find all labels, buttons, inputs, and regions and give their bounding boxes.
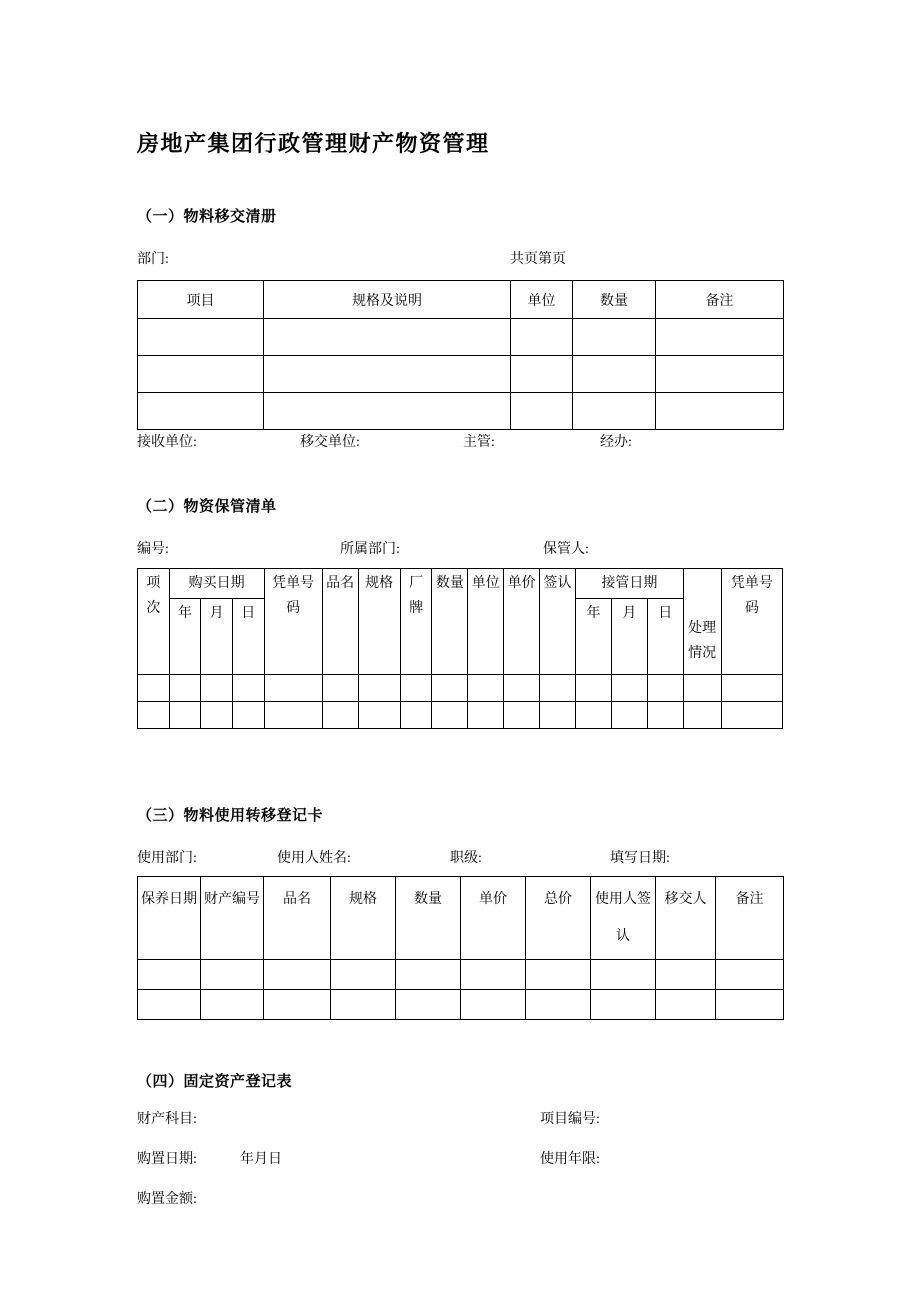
empty-cell [573,393,656,430]
empty-cell [647,675,683,702]
empty-cell [358,702,400,729]
table3-header-row [138,877,784,960]
purchase-date-label: 购置日期: [137,1152,197,1167]
empty-cell [576,675,612,702]
section4-row-2 [137,1150,783,1170]
header-handling-status: 处理情况 [683,569,721,675]
empty-cell [400,702,432,729]
empty-cell [716,960,784,990]
empty-cell [264,356,511,393]
header-month: 月 [201,599,233,675]
item-number-label: 项目编号: [540,1112,600,1127]
empty-cell [721,675,782,702]
header-year: 年 [169,599,201,675]
empty-cell [322,675,358,702]
empty-cell [656,356,784,393]
purchase-date-value: 年月日 [240,1152,282,1167]
rank-label: 职级: [450,851,482,866]
header-year-2: 年 [576,599,612,675]
header-brand: 厂牌 [400,569,432,675]
section2-heading: （二）物资保管清单 [137,499,277,515]
header-day: 日 [232,599,264,675]
empty-cell [504,702,540,729]
empty-cell [322,702,358,729]
empty-cell [573,319,656,356]
service-life-label: 使用年限: [540,1152,600,1167]
section4-row-3 [137,1190,783,1210]
empty-cell [656,990,716,1020]
header-spec-description: 规格及说明 [264,281,511,319]
empty-cell [540,702,576,729]
header-property-no: 财产编号 [201,877,264,960]
empty-cell [396,990,461,1020]
header-signature: 签认 [540,569,576,675]
header-unit-price: 单价 [504,569,540,675]
empty-cell [721,702,782,729]
empty-cell [573,356,656,393]
owning-dept-label: 所属部门: [340,542,400,557]
header-voucher-no-2: 凭单号码 [721,569,782,675]
empty-cell [264,319,511,356]
empty-cell [591,960,656,990]
section1-heading: （一）物料移交清册 [137,209,277,225]
empty-cell [611,702,647,729]
empty-cell [511,393,573,430]
empty-cell [201,990,264,1020]
empty-cell [716,990,784,1020]
header-day-2: 日 [647,599,683,675]
header-unit: 单位 [511,281,573,319]
table-row [138,675,783,702]
header-unit-price: 单价 [461,877,526,960]
dept-label: 部门: [137,252,169,267]
empty-cell [358,675,400,702]
section3-heading: （三）物料使用转移登记卡 [137,808,324,824]
section4-heading: （四）固定资产登记表 [137,1074,293,1090]
empty-cell [526,990,591,1020]
header-product-name: 品名 [264,877,331,960]
table-row [138,393,784,430]
section3-label-row [137,849,783,869]
page-count-label: 共页第页 [510,252,566,267]
number-label: 编号: [137,542,169,557]
header-item: 项目 [138,281,264,319]
storage-list-table [137,568,783,729]
empty-cell [138,990,201,1020]
empty-cell [432,702,468,729]
purchase-amount-label: 购置金额: [137,1192,197,1207]
transfer-unit-label: 移交单位: [300,435,360,450]
section4-row-1 [137,1110,783,1130]
empty-cell [461,960,526,990]
empty-cell [138,319,264,356]
header-maintenance-date: 保养日期 [138,877,201,960]
empty-cell [169,702,201,729]
header-unit: 单位 [468,569,504,675]
empty-cell [232,675,264,702]
empty-cell [201,702,233,729]
header-spec: 规格 [358,569,400,675]
empty-cell [201,960,264,990]
receive-unit-label: 接收单位: [137,435,197,450]
header-voucher-no: 凭单号码 [264,569,322,675]
header-transferor: 移交人 [656,877,716,960]
table-row [138,990,784,1020]
usage-transfer-table [137,876,784,1020]
property-subject-label: 财产科目: [137,1112,197,1127]
table-row [138,960,784,990]
header-remarks: 备注 [716,877,784,960]
table1-header-row [138,281,784,319]
empty-cell [683,675,721,702]
section1-label-row [137,250,783,270]
empty-cell [611,675,647,702]
header-purchase-date: 购买日期 [169,569,264,599]
empty-cell [576,702,612,729]
table-row [138,702,783,729]
empty-cell [432,675,468,702]
empty-cell [264,990,331,1020]
empty-cell [138,702,170,729]
header-remarks: 备注 [656,281,784,319]
empty-cell [468,702,504,729]
empty-cell [683,702,721,729]
supervisor-label: 主管: [463,435,495,450]
empty-cell [138,356,264,393]
material-transfer-table [137,280,784,430]
empty-cell [169,675,201,702]
empty-cell [656,960,716,990]
keeper-label: 保管人: [543,542,589,557]
empty-cell [591,990,656,1020]
header-product-name: 品名 [322,569,358,675]
header-quantity: 数量 [432,569,468,675]
handler-label: 经办: [600,435,632,450]
empty-cell [468,675,504,702]
header-month-2: 月 [611,599,647,675]
section2-label-row [137,540,783,560]
empty-cell [264,960,331,990]
empty-cell [656,319,784,356]
empty-cell [138,393,264,430]
table2-header-row-1 [138,569,783,599]
empty-cell [400,675,432,702]
empty-cell [264,393,511,430]
empty-cell [504,675,540,702]
empty-cell [540,675,576,702]
empty-cell [656,393,784,430]
user-name-label: 使用人姓名: [277,851,351,866]
empty-cell [647,702,683,729]
empty-cell [511,356,573,393]
empty-cell [331,960,396,990]
fill-date-label: 填写日期: [610,851,670,866]
empty-cell [264,702,322,729]
header-takeover-date: 接管日期 [576,569,684,599]
empty-cell [511,319,573,356]
table1-signature-row [137,433,783,453]
header-quantity: 数量 [573,281,656,319]
empty-cell [396,960,461,990]
empty-cell [201,675,233,702]
header-total-price: 总价 [526,877,591,960]
empty-cell [138,960,201,990]
table-row [138,356,784,393]
empty-cell [526,960,591,990]
empty-cell [331,990,396,1020]
empty-cell [264,675,322,702]
using-dept-label: 使用部门: [137,851,197,866]
header-spec: 规格 [331,877,396,960]
empty-cell [138,675,170,702]
table-row [138,319,784,356]
document-title: 房地产集团行政管理财产物资管理 [137,131,490,156]
header-user-signature: 使用人签认 [591,877,656,960]
header-item-no: 项次 [138,569,170,675]
empty-cell [461,990,526,1020]
empty-cell [232,702,264,729]
header-quantity: 数量 [396,877,461,960]
